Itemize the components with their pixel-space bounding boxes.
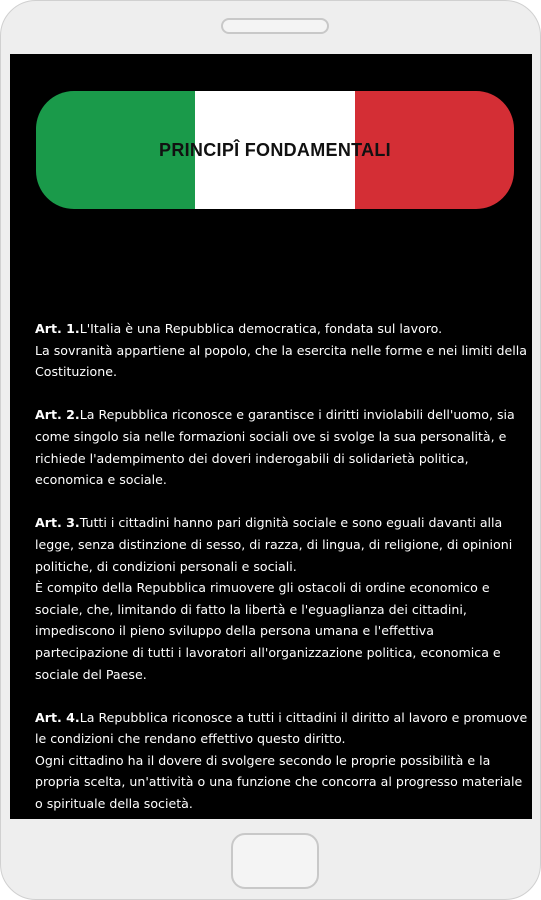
article-line [35,512,521,534]
article-text: La sovranità appartiene al popolo, che la esercita nelle forme e nei limiti della [35,342,527,358]
article-text: partecipazione di tutti i lavoratori all'organizzazione politica, economica e [35,644,501,660]
article-text: propria scelta, un'attività o una funzione che concorra al progresso materiale [35,774,523,790]
article-text: L'Italia è una Repubblica democratica, fondata sul lavoro. [79,321,443,336]
articles-list [35,318,528,819]
article-text: impediscono il pieno sviluppo della persona umana e l'effettiva [35,623,434,639]
article-number: Art. 3. [35,515,80,531]
article-text: È compito della Repubblica rimuovere gli ostacoli di ordine economico e [35,580,490,596]
article-text: le condizioni che rendano effettivo questo diritto. [35,731,346,747]
article-line [35,556,521,578]
article-text: legge, senza distinzione di sesso, di razza, di lingua, di religione, di opinioni [35,536,513,552]
article-1 [35,318,527,383]
article-line [35,707,528,729]
article-line [35,534,521,556]
italian-flag-banner [36,91,514,209]
article-line [35,426,521,448]
article-text: La Repubblica riconosce e garantisce i diritti inviolabili dell'uomo, sia [79,407,515,423]
article-3 [35,512,521,685]
article-text: politiche, di condizioni personali e sociali. [35,558,297,574]
article-line [35,340,527,362]
article-4 [35,707,528,815]
article-text: come singolo sia nelle formazioni sociali ove si svolge la sua personalità, e [35,428,507,444]
article-text: Ogni cittadino ha il dovere di svolgere secondo le proprie possibilità e la [35,752,491,768]
article-text: economica e sociale. [35,472,167,488]
article-line [35,664,521,686]
article-number: Art. 1. [35,321,80,336]
article-text: Costituzione. [35,364,117,380]
app-screen [10,54,532,819]
article-line [35,771,521,793]
article-line [35,793,521,815]
article-line [35,750,521,772]
article-line [35,620,521,642]
article-text: richiede l'adempimento dei doveri inderogabili di solidarietà politica, [35,450,469,466]
article-text: La Repubblica riconosce a tutti i cittadini il diritto al lavoro e promuove [79,709,528,725]
article-number: Art. 4. [35,709,80,725]
article-line [35,448,521,470]
page-title: PRINCIPÎ FONDAMENTALI [159,139,391,160]
article-number: Art. 2. [35,407,80,423]
article-line [35,361,521,383]
article-line [35,577,521,599]
article-line [35,728,521,750]
article-text: o spirituale della società. [35,796,193,812]
article-line [35,404,521,426]
article-line [35,599,521,621]
article-text: sociale del Paese. [35,666,147,682]
article-text: Tutti i cittadini hanno pari dignità sociale e sono eguali davanti alla [79,515,503,531]
home-button[interactable] [231,833,319,889]
article-line [35,318,521,340]
speaker-grille [221,18,329,34]
article-text: sociale, che, limitando di fatto la libertà e l'eguaglianza dei cittadini, [35,601,467,617]
article-line [35,469,521,491]
article-2 [35,404,521,490]
article-line [35,642,521,664]
